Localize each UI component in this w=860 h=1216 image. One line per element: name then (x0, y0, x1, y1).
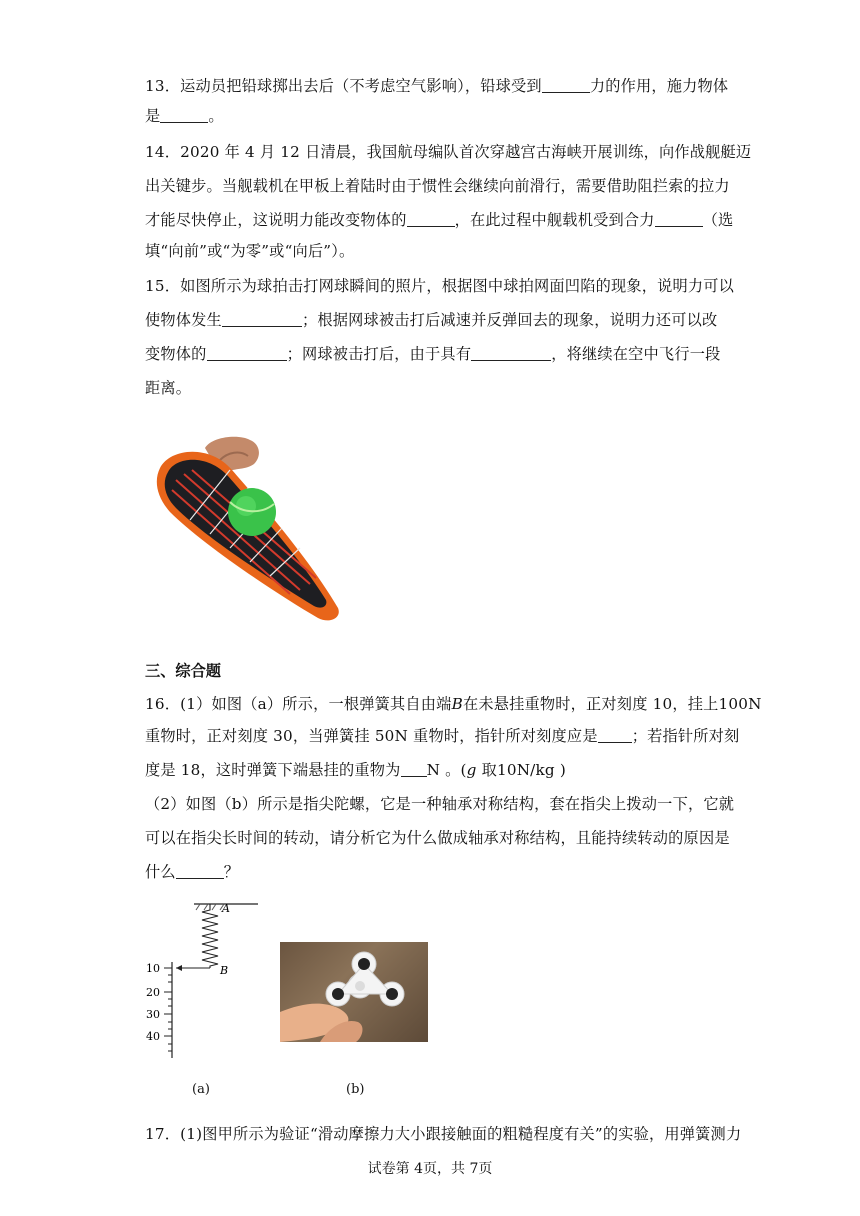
answer-blank[interactable] (401, 762, 427, 777)
label-a: A (222, 902, 230, 915)
tick-30: 30 (146, 1008, 160, 1021)
q16-text: 在未悬挂重物时，正对刻度 10，挂上100N (462, 695, 762, 713)
q14-line-3 (145, 210, 733, 230)
figure-a-caption: (a) (192, 1082, 210, 1097)
tick-10: 10 (146, 962, 160, 975)
answer-blank[interactable] (160, 108, 208, 123)
q16-line-4: （2）如图（b）所示是指尖陀螺，它是一种轴承对称结构，套在指尖上拨动一下，它就 (145, 795, 735, 813)
q15-line-2 (145, 310, 717, 330)
tennis-racket-image (150, 430, 350, 630)
spring-scale-diagram (140, 896, 270, 1066)
label-b: B (220, 964, 229, 977)
q13-text: 。 (208, 107, 224, 125)
q14-line-2: 出关键步。当舰载机在甲板上着陆时由于惯性会继续向前滑行，需要借助阻拦索的拉力 (145, 177, 730, 195)
q14-text: 才能尽快停止，这说明力能改变物体的 (145, 211, 407, 229)
q15-text: ，将继续在空中飞行一段 (551, 345, 721, 363)
q13-line-1 (145, 76, 728, 96)
answer-blank[interactable] (407, 212, 455, 227)
answer-blank[interactable] (598, 728, 632, 743)
q13-text: 力的作用，施力物体 (589, 77, 729, 95)
q13-text: 13．运动员把铅球掷出去后（不考虑空气影响），铅球受到 (145, 77, 542, 95)
q13-text: 是 (145, 107, 161, 125)
answer-blank[interactable] (207, 346, 287, 361)
q16-text: 什么 (145, 863, 176, 881)
section-title: 三、综合题 (145, 662, 221, 680)
q15-line-4: 距离。 (145, 379, 192, 397)
q14-text: （选 (702, 211, 734, 229)
answer-blank[interactable] (471, 346, 551, 361)
q16-text: 取10N/kg ) (476, 761, 566, 779)
q15-text: 使物体发生 (145, 311, 222, 329)
fidget-spinner-image (280, 942, 428, 1042)
answer-blank[interactable] (655, 212, 703, 227)
q14-line-4: 填“向前”或“为零”或“向后”）。 (145, 242, 355, 260)
q16-line-1 (145, 694, 762, 714)
q16-text: 重物时，正对刻度 30，当弹簧挂 50N 重物时，指针所对刻度应是 (145, 727, 598, 745)
variable-g: g (466, 761, 477, 779)
q16-text: ；若指针所对刻 (631, 727, 740, 745)
q13-line-2 (145, 106, 224, 126)
q14-line-1: 14．2020 年 4 月 12 日清晨，我国航母编队首次穿越宫古海峡开展训练，向作战舰艇迈 (145, 143, 752, 161)
figure-b-caption: (b) (346, 1082, 365, 1097)
q16-text: 度是 18，这时弹簧下端悬挂的重物为 (145, 761, 401, 779)
q15-line-3 (145, 344, 720, 364)
q16-text: 16．(1）如图（a）所示，一根弹簧其自由端 (145, 695, 452, 713)
q15-text: ；网球被击打后，由于具有 (286, 345, 472, 363)
tick-40: 40 (146, 1030, 160, 1043)
q16-line-2 (145, 726, 739, 746)
page-footer: 试卷第 4页，共 7页 (367, 1161, 493, 1177)
q16-text: N 。( (426, 761, 467, 779)
q16-line-3 (145, 760, 566, 780)
q15-text: ；根据网球被击打后减速并反弹回去的现象，说明力还可以改 (301, 311, 718, 329)
q14-text: ，在此过程中舰载机受到合力 (454, 211, 655, 229)
q16-text: ？ (223, 863, 240, 881)
q17-line-1: 17．(1)图甲所示为验证“滑动摩擦力大小跟接触面的粗糙程度有关”的实验，用弹簧测力 (145, 1125, 742, 1143)
q16-line-5: 可以在指尖长时间的转动，请分析它为什么做成轴承对称结构，且能持续转动的原因是 (145, 829, 730, 847)
q15-text: 变物体的 (145, 345, 207, 363)
answer-blank[interactable] (542, 78, 590, 93)
variable-b: B (451, 695, 463, 713)
answer-blank[interactable] (176, 864, 224, 879)
q16-line-6 (145, 862, 239, 882)
q15-line-1: 15．如图所示为球拍击打网球瞬间的照片，根据图中球拍网面凹陷的现象，说明力可以 (145, 277, 735, 295)
answer-blank[interactable] (222, 312, 302, 327)
tick-20: 20 (146, 986, 160, 999)
